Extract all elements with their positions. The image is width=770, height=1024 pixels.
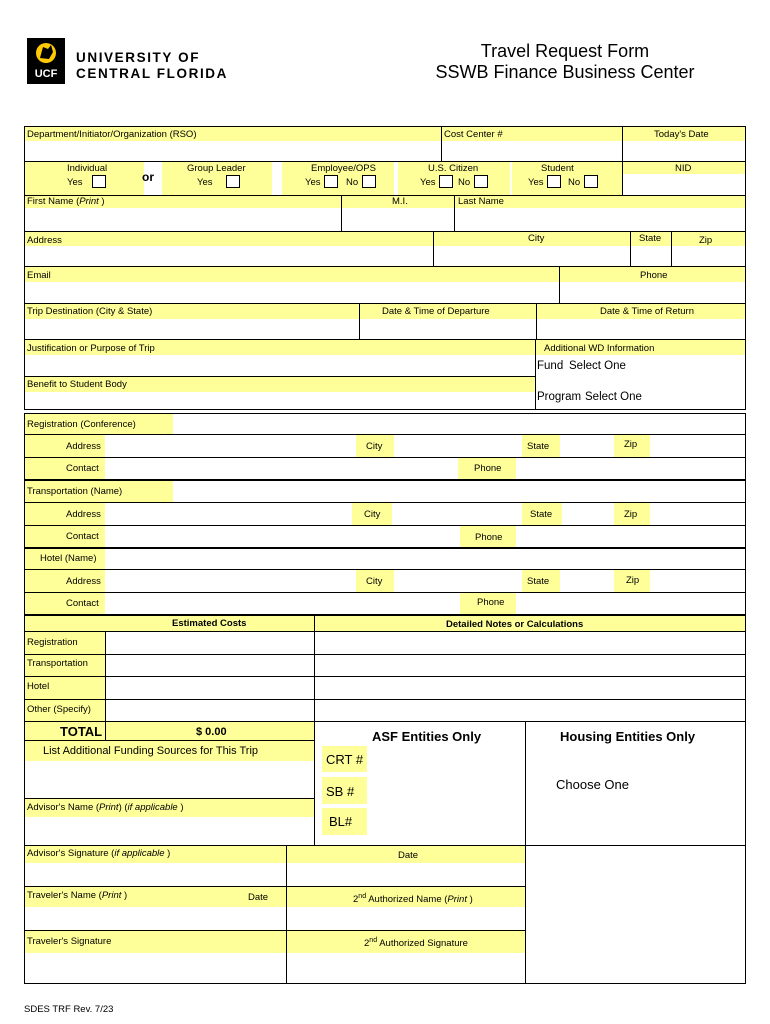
- registration-cost-field[interactable]: [106, 632, 314, 654]
- additional-funding-field[interactable]: [25, 761, 314, 798]
- other-cost-field[interactable]: [106, 700, 314, 721]
- citizen-yes-label: Yes: [420, 177, 436, 188]
- citizen-no-checkbox[interactable]: [474, 175, 488, 188]
- group-leader-yes-checkbox[interactable]: [226, 175, 240, 188]
- department-field[interactable]: [25, 142, 441, 161]
- return-label: Date & Time of Return: [600, 306, 694, 317]
- benefit-field[interactable]: [25, 392, 535, 409]
- hotel-address-label: Address: [66, 576, 101, 587]
- cost-center-label: Cost Center #: [444, 129, 503, 140]
- zip-label: Zip: [699, 235, 713, 246]
- justification-field[interactable]: [25, 356, 535, 376]
- bl-label: BL#: [329, 814, 353, 829]
- additional-wd-label: Additional WD Information: [544, 343, 655, 354]
- transportation-cost-field[interactable]: [106, 655, 314, 676]
- university-name-line1: UNIVERSITY OF: [76, 50, 201, 65]
- ucf-logo: [27, 38, 65, 84]
- email-field[interactable]: [25, 283, 559, 303]
- crt-field[interactable]: [370, 746, 520, 772]
- estimated-costs-label: Estimated Costs: [172, 618, 247, 629]
- fund-label: Fund: [537, 360, 564, 372]
- registration-notes-field[interactable]: [315, 632, 745, 654]
- other-cost-label: Other (Specify): [27, 704, 91, 715]
- justification-label: Justification or Purpose of Trip: [27, 343, 155, 354]
- travelers-signature-field[interactable]: [25, 954, 286, 983]
- mi-label: M.I.: [392, 196, 408, 207]
- pegasus-icon: [27, 38, 65, 68]
- advisor-signature-label: Advisor's Signature (if applicable ): [27, 848, 171, 859]
- hotel-phone-label: Phone: [477, 597, 505, 608]
- authorized-name-field[interactable]: [287, 908, 525, 930]
- housing-title: Housing Entities Only: [560, 729, 696, 744]
- state-label: State: [639, 233, 662, 244]
- city-field[interactable]: [434, 247, 630, 266]
- authorized-signature-field[interactable]: [287, 954, 525, 983]
- registration-phone-label: Phone: [474, 463, 502, 474]
- student-yes-checkbox[interactable]: [547, 175, 561, 188]
- advisor-name-label: Advisor's Name (Print) (if applicable ): [27, 802, 184, 813]
- authorized-name-label: 2nd Authorized Name (Print ): [353, 893, 473, 906]
- employee-yes-label: Yes: [305, 177, 321, 188]
- total-value: $ 0.00: [196, 726, 227, 738]
- state-field[interactable]: [631, 247, 671, 266]
- program-select[interactable]: Select One: [585, 391, 642, 403]
- departure-field[interactable]: [360, 320, 536, 339]
- detailed-notes-label: Detailed Notes or Calculations: [446, 619, 584, 630]
- registration-city-label: City: [366, 441, 383, 452]
- housing-signature-field[interactable]: [526, 846, 745, 983]
- transportation-phone-label: Phone: [475, 532, 503, 543]
- total-label: TOTAL: [60, 724, 103, 739]
- employee-ops-label: Employee/OPS: [311, 163, 376, 174]
- logo-text: UCF: [34, 68, 58, 80]
- transportation-contact-label: Contact: [66, 531, 99, 542]
- housing-choose-select[interactable]: Choose One: [556, 777, 629, 792]
- travelers-name-field[interactable]: [25, 908, 286, 930]
- mi-field[interactable]: [342, 209, 454, 231]
- hotel-title: Hotel (Name): [40, 553, 97, 564]
- hotel-cost-label: Hotel: [27, 681, 50, 692]
- travelers-name-label: Traveler's Name (Print ): [27, 890, 128, 901]
- transportation-address-label: Address: [66, 509, 101, 520]
- group-leader-yes-label: Yes: [197, 177, 213, 188]
- email-label: Email: [27, 270, 51, 281]
- last-name-label: Last Name: [458, 196, 504, 207]
- transportation-city-label: City: [364, 509, 381, 520]
- university-name-line2: CENTRAL FLORIDA: [76, 66, 228, 81]
- transportation-cost-label: Transportation: [27, 658, 88, 669]
- transportation-zip-label: Zip: [624, 509, 638, 520]
- phone-field[interactable]: [560, 283, 745, 303]
- form-subtitle: SSWB Finance Business Center: [435, 62, 695, 82]
- group-leader-label: Group Leader: [187, 163, 246, 174]
- program-label: Program: [537, 391, 582, 403]
- todays-date-field[interactable]: [623, 142, 745, 161]
- form-title: Travel Request Form: [480, 41, 650, 61]
- us-citizen-label: U.S. Citizen: [428, 163, 479, 174]
- trip-destination-field[interactable]: [25, 320, 359, 339]
- advisor-date-label: Date: [398, 850, 419, 861]
- employee-no-checkbox[interactable]: [362, 175, 376, 188]
- department-label: Department/Initiator/Organization (RSO): [27, 129, 197, 140]
- sb-label: SB #: [326, 784, 355, 799]
- fund-select[interactable]: Select One: [569, 360, 626, 372]
- advisor-signature-field[interactable]: [25, 864, 286, 886]
- last-name-field[interactable]: [455, 209, 745, 231]
- address-field[interactable]: [25, 247, 433, 266]
- citizen-no-label: No: [458, 177, 471, 188]
- advisor-date-field[interactable]: [287, 864, 525, 886]
- registration-state-label: State: [527, 441, 550, 452]
- revision-footer: SDES TRF Rev. 7/23: [24, 1004, 114, 1015]
- return-field[interactable]: [537, 320, 745, 339]
- first-name-field[interactable]: [25, 209, 341, 231]
- transportation-title: Transportation (Name): [27, 486, 123, 497]
- phone-label: Phone: [640, 270, 668, 281]
- student-yes-label: Yes: [528, 177, 544, 188]
- departure-label: Date & Time of Departure: [382, 306, 490, 317]
- zip-field[interactable]: [672, 247, 745, 266]
- crt-label: CRT #: [326, 752, 364, 767]
- citizen-yes-checkbox[interactable]: [439, 175, 453, 188]
- benefit-label: Benefit to Student Body: [27, 379, 127, 390]
- registration-name-field[interactable]: [174, 414, 745, 434]
- registration-address-label: Address: [66, 441, 101, 452]
- hotel-name-field[interactable]: [106, 549, 745, 569]
- hotel-state-label: State: [527, 576, 550, 587]
- registration-contact-label: Contact: [66, 463, 99, 474]
- advisor-name-field[interactable]: [25, 818, 314, 845]
- student-no-checkbox[interactable]: [584, 175, 598, 188]
- individual-label: Individual: [67, 163, 108, 174]
- address-label: Address: [27, 235, 62, 246]
- cost-center-field[interactable]: [442, 142, 622, 161]
- sb-field[interactable]: [370, 777, 520, 804]
- hotel-zip-label: Zip: [626, 575, 640, 586]
- hotel-contact-label: Contact: [66, 598, 99, 609]
- nid-label: NID: [675, 163, 692, 174]
- registration-cost-label: Registration: [27, 637, 78, 648]
- student-no-label: No: [568, 177, 581, 188]
- student-label: Student: [541, 163, 574, 174]
- registration-address-field[interactable]: [106, 435, 356, 457]
- additional-funding-label: List Additional Funding Sources for This Trip: [43, 745, 259, 757]
- asf-title: ASF Entities Only: [372, 729, 482, 744]
- travelers-date-label: Date: [248, 892, 269, 903]
- first-name-label: First Name (Print ): [27, 196, 105, 207]
- todays-date-label: Today's Date: [654, 129, 709, 140]
- bl-field[interactable]: [370, 808, 520, 835]
- hotel-city-label: City: [366, 576, 383, 587]
- registration-zip-label: Zip: [624, 439, 638, 450]
- travelers-signature-label: Traveler's Signature: [27, 936, 112, 947]
- transportation-name-field[interactable]: [174, 481, 745, 502]
- registration-title: Registration (Conference): [27, 419, 136, 430]
- nid-field[interactable]: [623, 175, 745, 195]
- authorized-signature-label: 2nd Authorized Signature: [364, 937, 468, 950]
- hotel-cost-field[interactable]: [106, 677, 314, 699]
- city-label: City: [528, 233, 545, 244]
- or-label: or: [142, 170, 154, 184]
- trip-destination-label: Trip Destination (City & State): [27, 306, 153, 317]
- employee-yes-checkbox[interactable]: [324, 175, 338, 188]
- individual-yes-label: Yes: [67, 177, 83, 188]
- individual-yes-checkbox[interactable]: [92, 175, 106, 188]
- employee-no-label: No: [346, 177, 359, 188]
- transportation-state-label: State: [530, 509, 553, 520]
